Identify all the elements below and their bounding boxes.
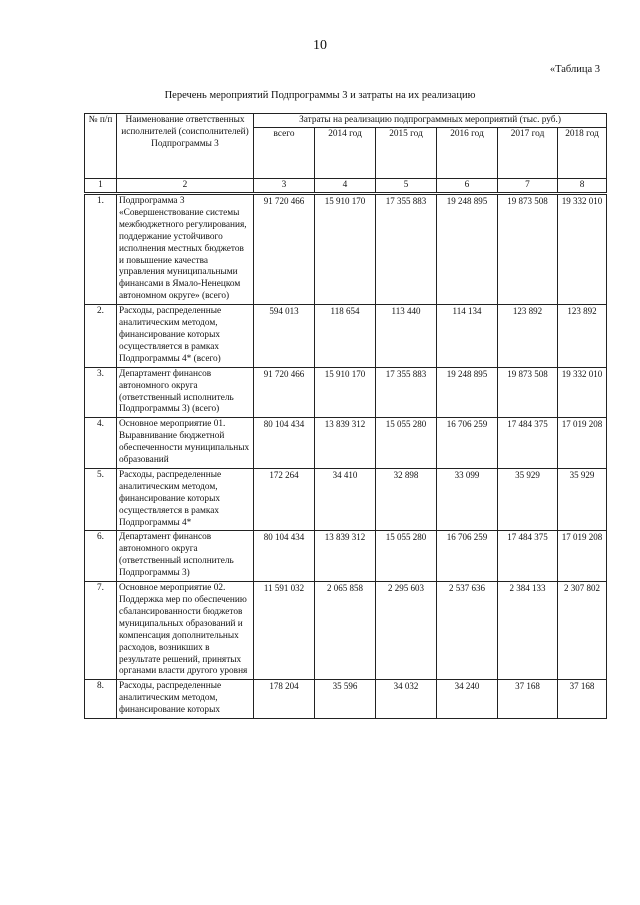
row-value: 80 104 434 [254, 418, 315, 469]
document-title: Перечень мероприятий Подпрограммы 3 и затраты на их реализацию [164, 90, 476, 101]
table-row [85, 194, 607, 305]
header-costs: Затраты на реализацию подпрограммных мероприятий (тыс. руб.) [254, 114, 607, 128]
header-row-1 [85, 114, 607, 128]
row-name: Департамент финансов автономного округа (ответственный исполнитель Подпрограммы 3) (всего) [117, 367, 254, 418]
row-name: Департамент финансов автономного округа (ответственный исполнитель Подпрограммы 3) [117, 531, 254, 582]
row-value: 34 240 [437, 680, 498, 719]
row-value: 32 898 [376, 468, 437, 531]
column-number: 3 [254, 179, 315, 194]
row-value: 19 332 010 [558, 367, 607, 418]
row-number: 6. [85, 531, 117, 582]
row-value: 2 307 802 [558, 582, 607, 680]
row-value: 123 892 [498, 305, 558, 368]
row-value: 19 873 508 [498, 367, 558, 418]
row-value: 17 019 208 [558, 531, 607, 582]
row-value: 35 596 [315, 680, 376, 719]
table-row [85, 582, 607, 680]
row-name: Расходы, распределенные аналитическим методом, финансирование которых осуществляется в рамках Подпрограммы 4* (всего) [117, 305, 254, 368]
row-value: 123 892 [558, 305, 607, 368]
row-value: 35 929 [498, 468, 558, 531]
row-value: 19 873 508 [498, 194, 558, 305]
table-row [85, 367, 607, 418]
column-number: 4 [315, 179, 376, 194]
row-number: 5. [85, 468, 117, 531]
row-value: 19 248 895 [437, 194, 498, 305]
row-value: 15 910 170 [315, 367, 376, 418]
header-name: Наименование ответственных исполнителей (соисполнителей) Подпрограммы 3 [117, 114, 254, 179]
row-value: 17 019 208 [558, 418, 607, 469]
row-value: 114 134 [437, 305, 498, 368]
row-value: 33 099 [437, 468, 498, 531]
row-value: 17 355 883 [376, 367, 437, 418]
row-name: Основное мероприятие 02. Поддержка мер по обеспечению сбалансированности бюджетов муниципальных образований и компенсация дополнительных расходов, возникших в результате решений, принятых органами власти другого уровня [117, 582, 254, 680]
row-name: Основное мероприятие 01. Выравнивание бюджетной обеспеченности муниципальных образований [117, 418, 254, 469]
header-year: 2018 год [558, 128, 607, 179]
row-number: 4. [85, 418, 117, 469]
column-number: 7 [498, 179, 558, 194]
row-value: 2 537 636 [437, 582, 498, 680]
row-value: 113 440 [376, 305, 437, 368]
table-row [85, 531, 607, 582]
row-number: 2. [85, 305, 117, 368]
row-number: 1. [85, 194, 117, 305]
row-value: 34 032 [376, 680, 437, 719]
header-num: № п/п [85, 114, 117, 179]
column-number: 1 [85, 179, 117, 194]
row-value: 37 168 [558, 680, 607, 719]
row-value: 35 929 [558, 468, 607, 531]
row-value: 594 013 [254, 305, 315, 368]
row-value: 15 910 170 [315, 194, 376, 305]
row-value: 16 706 259 [437, 531, 498, 582]
row-value: 80 104 434 [254, 531, 315, 582]
column-number: 5 [376, 179, 437, 194]
row-value: 91 720 466 [254, 194, 315, 305]
row-value: 2 295 603 [376, 582, 437, 680]
header-year: 2015 год [376, 128, 437, 179]
row-value: 2 384 133 [498, 582, 558, 680]
table-label: «Таблица 3 [549, 64, 600, 75]
row-value: 172 264 [254, 468, 315, 531]
row-value: 17 484 375 [498, 531, 558, 582]
header-year: 2016 год [437, 128, 498, 179]
row-value: 19 332 010 [558, 194, 607, 305]
row-value: 118 654 [315, 305, 376, 368]
row-value: 2 065 858 [315, 582, 376, 680]
row-number: 8. [85, 680, 117, 719]
row-value: 13 839 312 [315, 531, 376, 582]
row-name: Расходы, распределенные аналитическим методом, финансирование которых осуществляется в рамках Подпрограммы 4* [117, 468, 254, 531]
header-year: 2014 год [315, 128, 376, 179]
table-row [85, 680, 607, 719]
page-number: 10 [313, 38, 327, 53]
row-number: 7. [85, 582, 117, 680]
row-name: Подпрограмма 3 «Совершенствование системы межбюджетного регулирования, поддержание устойчивого исполнения местных бюджетов и повышение качества управления муниципальными финансами в Ямало-Ненецком автономном округе» (всего) [117, 194, 254, 305]
row-value: 13 839 312 [315, 418, 376, 469]
measures-table [84, 113, 607, 719]
column-number: 6 [437, 179, 498, 194]
row-value: 15 055 280 [376, 531, 437, 582]
column-number: 8 [558, 179, 607, 194]
row-value: 19 248 895 [437, 367, 498, 418]
row-value: 178 204 [254, 680, 315, 719]
row-name: Расходы, распределенные аналитическим методом, финансирование которых [117, 680, 254, 719]
row-value: 11 591 032 [254, 582, 315, 680]
column-number: 2 [117, 179, 254, 194]
row-value: 17 355 883 [376, 194, 437, 305]
column-number-row [85, 179, 607, 194]
table-row [85, 418, 607, 469]
row-value: 91 720 466 [254, 367, 315, 418]
row-number: 3. [85, 367, 117, 418]
row-value: 17 484 375 [498, 418, 558, 469]
table-row [85, 468, 607, 531]
row-value: 15 055 280 [376, 418, 437, 469]
row-value: 16 706 259 [437, 418, 498, 469]
row-value: 37 168 [498, 680, 558, 719]
table-row [85, 305, 607, 368]
header-year: 2017 год [498, 128, 558, 179]
row-value: 34 410 [315, 468, 376, 531]
header-year: всего [254, 128, 315, 179]
